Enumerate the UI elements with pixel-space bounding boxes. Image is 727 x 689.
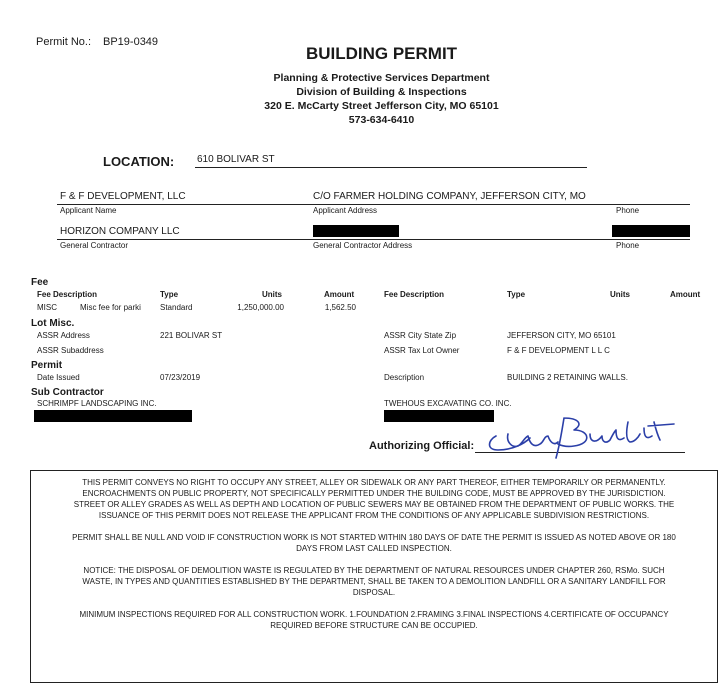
applicant-address: C/O FARMER HOLDING COMPANY, JEFFERSON CITY, MO: [313, 191, 586, 202]
sub-contractor-left: SCHRIMPF LANDSCAPING INC.: [37, 399, 157, 408]
location-value: 610 BOLIVAR ST: [197, 154, 275, 165]
permit-number-label: Permit No.:: [36, 36, 92, 48]
assr-address-label: ASSR Address: [37, 331, 90, 340]
date-issued-value: 07/23/2019: [160, 373, 201, 382]
fee-description: Misc fee for parki: [80, 303, 141, 312]
notice-paragraph-4: MINIMUM INSPECTIONS REQUIRED FOR ALL CONSTRUCTION WORK. 1.FOUNDATION 2.FRAMING 3.FINAL INSPECTIONS 4.CERTIFICATE OF OCCUPANCY REQUIRED BEFORE STRUCTURE CAN BE OCCUPIED.: [79, 610, 669, 630]
redacted-contractor-phone: [612, 225, 690, 237]
fee-header-units: Units: [262, 290, 282, 299]
contractor-line: [57, 239, 690, 240]
fee-type: Standard: [160, 303, 193, 312]
permit-conditions-box: [30, 470, 718, 683]
applicant-name: F & F DEVELOPMENT, LLC: [60, 191, 186, 202]
signature: [478, 414, 678, 464]
division-name: Division of Building & Inspections: [296, 86, 467, 98]
notice-paragraph-2: PERMIT SHALL BE NULL AND VOID IF CONSTRUCTION WORK IS NOT STARTED WITHIN 180 DAYS OF DATE THE PERMIT IS ISSUED AS NOTED ABOVE OR 180 DAYS FROM LAST CALLED INSPECTION.: [72, 533, 676, 553]
redacted-contractor-address: [313, 225, 399, 237]
lot-misc-section-title: Lot Misc.: [31, 318, 75, 329]
permit-description-label: Description: [384, 373, 425, 382]
applicant-phone-label: Phone: [616, 206, 640, 215]
contractor-name-label: General Contractor: [60, 241, 129, 250]
authorizing-official-label: Authorizing Official:: [369, 440, 475, 452]
fee-header-type: Type: [160, 290, 179, 299]
fee-header-amount: Amount: [324, 290, 355, 299]
department-name: Planning & Protective Services Department: [273, 72, 490, 84]
location-label: LOCATION:: [103, 154, 175, 169]
sub-contractor-section-title: Sub Contractor: [31, 387, 104, 398]
redacted-sub-contractor-left: [34, 410, 192, 422]
location-underline: [195, 167, 587, 168]
assr-city-label: ASSR City State Zip: [384, 331, 457, 340]
permit-number: BP19-0349: [103, 36, 159, 48]
notice-paragraph-1: THIS PERMIT CONVEYS NO RIGHT TO OCCUPY ANY STREET, ALLEY OR SIDEWALK OR ANY PART THEREOF, EITHER TEMPORARILY OR PERMANENTLY. ENCROACHMENTS ON PUBLIC PROPERTY, NOT SPECIFICALLY PERMITTED UNDER THE BUILDING CODE, MUST BE APPROVED BY THE JURISDICTION. STREET OR ALLEY GRADES AS WELL AS DEPTH AND LOCATION OF PUBLIC SEWERS MAY BE OBTAINED FROM THE DEPARTMENT OF PUBLIC WORKS. THE ISSUANCE OF THIS PERMIT DOES NOT RELEASE THE APPLICANT FROM THE CONDITIONS OF ANY APPLICABLE SUBDIVISION RESTRICTIONS.: [73, 478, 675, 520]
contractor-name: HORIZON COMPANY LLC: [60, 226, 180, 237]
assr-address-value: 221 BOLIVAR ST: [160, 331, 223, 340]
sub-contractor-right: TWEHOUS EXCAVATING CO. INC.: [384, 399, 512, 408]
contractor-address-label: General Contractor Address: [313, 241, 413, 250]
applicant-address-label: Applicant Address: [313, 206, 378, 215]
permit-description-value: BUILDING 2 RETAINING WALLS.: [507, 373, 628, 382]
fee-header-description: Fee Description: [37, 290, 98, 299]
document-title: BUILDING PERMIT: [305, 44, 458, 63]
notice-paragraph-3: NOTICE: THE DISPOSAL OF DEMOLITION WASTE IS REGULATED BY THE DEPARTMENT OF NATURAL RESOURCES UNDER CHAPTER 260, RSMo. SUCH WASTE, IN TYPES AND QUANTITIES ESTABLISHED BY THE DEPARTMENT, SHALL BE TAKEN TO A DEMOLITION LANDFILL OR A SANITARY LANDFILL FOR DISPOSAL.: [82, 566, 666, 597]
fee-units: 1,250,000.00: [237, 303, 284, 312]
permit-section-title: Permit: [31, 360, 63, 371]
date-issued-label: Date Issued: [37, 373, 80, 382]
fee-header-units-2: Units: [610, 290, 630, 299]
fee-header-description-2: Fee Description: [384, 290, 445, 299]
applicant-line: [57, 204, 690, 205]
department-address: 320 E. McCarty Street Jefferson City, MO 65101: [264, 100, 499, 112]
contractor-phone-label: Phone: [616, 241, 640, 250]
fee-code: MISC: [37, 303, 57, 312]
fee-header-amount-2: Amount: [670, 290, 701, 299]
applicant-name-label: Applicant Name: [60, 206, 117, 215]
assr-owner-label: ASSR Tax Lot Owner: [384, 346, 460, 355]
assr-owner-value: F & F DEVELOPMENT L L C: [507, 346, 610, 355]
fee-section-title: Fee: [31, 277, 49, 288]
department-phone: 573-634-6410: [348, 114, 415, 126]
assr-city-value: JEFFERSON CITY, MO 65101: [507, 331, 616, 340]
assr-subaddress-label: ASSR Subaddress: [37, 346, 104, 355]
fee-header-type-2: Type: [507, 290, 526, 299]
fee-amount: 1,562.50: [324, 303, 356, 312]
